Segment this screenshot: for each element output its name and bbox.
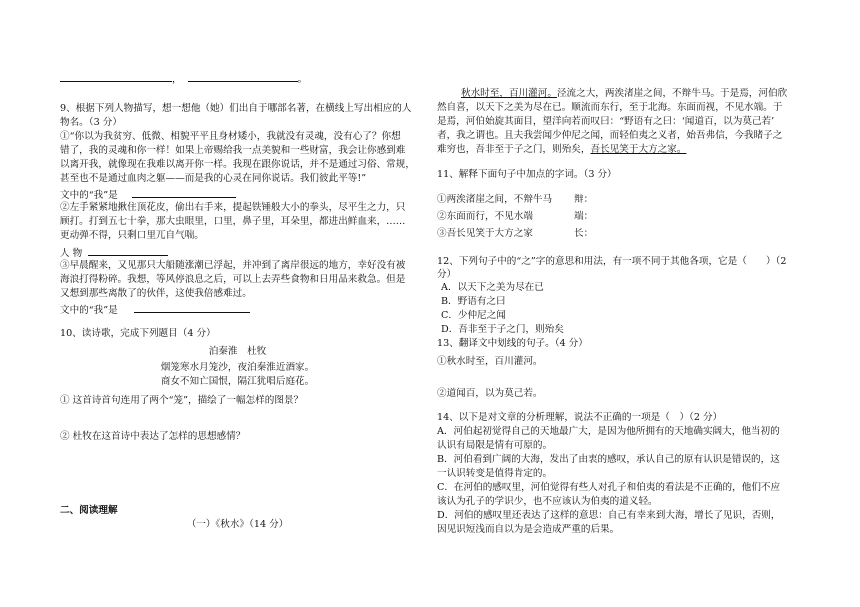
q10-title: 10、读诗歌，完成下列题目（4 分） (60, 328, 216, 339)
q12-option[interactable]: B．野语有之曰 (441, 296, 506, 307)
q11-title: 11、解释下面句子中加点的字词。（3 分） (437, 169, 617, 180)
q11-item: ③吾长见笑于大方之家 长： (437, 228, 594, 239)
q9-passage-3-line: 海浪打得粉碎。我想，等风停浪息之后，可以上去弄些食物和日用品来救急。但是 (60, 274, 406, 285)
q9-passage-2-line: 更动弹不得，只剩口里兀自气喘。 (60, 230, 204, 241)
q13-item: ②道闻百，以为莫己若。 (437, 388, 543, 399)
q9-answer-1: 文中的“我”是 (60, 187, 236, 203)
q12-option[interactable]: D．吾非至于子之门，则殆矣 (441, 324, 564, 335)
q9-passage-3-line (60, 246, 82, 260)
q14-option-d-cont: 因见识短浅而自以为是会造成严重的后果。 (437, 524, 620, 535)
q9-title: 9、根据下列人物描写，想一想他（她）们出自于哪部名著，在横线上写出相应的人 (60, 103, 412, 114)
q9-passage-1-line: 错了，我的灵魂和你一样！如果上帝赐给我一点美貌和一些财富，我会让你感到难 (60, 145, 406, 156)
q14-option-c-cont: 该认为孔子的学识少，也不应该认为伯夷的道义轻。 (437, 496, 658, 507)
q13-item: ①秋水时至，百川灌河。 (437, 356, 543, 367)
q9-title-cont: 物名。（3 分） (60, 117, 122, 128)
q12-option[interactable]: A．以天下之美为尽在已 (441, 282, 544, 293)
q12-option[interactable]: C．少仲尼之闻 (441, 310, 506, 321)
q9-passage-1-line: 以离开我，就像现在我难以离开你一样。我现在跟你说话，并不是通过习俗、常规， (60, 159, 415, 170)
section-heading: 二、阅读理解 (60, 505, 118, 516)
answer-blank[interactable] (188, 71, 298, 82)
underlined-sentence: 吾长见笑于大方之家。 (590, 144, 687, 155)
poem-title: 泊秦淮 杜牧 (208, 346, 267, 357)
q9-passage-1-line: ①“你以为我贫穷、低微、相貌平平且身材矮小，我就没有灵魂，没有心了？你想 (60, 131, 401, 142)
answer-blank[interactable] (88, 245, 168, 256)
q14-title: 14、以下是对文章的分析理解，说法不正确的一项是（ ）（2 分） (437, 412, 723, 423)
q9-passage-3-line: 又想到那些离散了的伙伴，这使我倍感难过。 (60, 288, 252, 299)
q10-sub-2: ② 杜牧在这首诗中表达了怎样的思想感情？ (60, 431, 246, 442)
passage-line: 难穷也，吾非至于子之门，则殆矣，吾长见笑于大方之家。 (437, 144, 687, 155)
q12-title: 12、下列句子中的“之”字的意思和用法，有一项不同于其他各项，它是（ ）（2 (437, 256, 787, 267)
answer-blank[interactable] (134, 302, 250, 313)
answer-blank[interactable] (132, 187, 236, 198)
q14-option-b[interactable]: B．河伯看到广阔的大海，发出了由衷的感叹，承认自己的原有认识是错误的，这 (437, 454, 780, 465)
poem-line: 烟笼寒水月笼沙，夜泊秦淮近酒家。 (160, 362, 315, 373)
q14-option-a-cont: 认识有局限是情有可原的。 (437, 440, 553, 451)
q14-option-d[interactable]: D．河伯的感叹里还表达了这样的意思：自己有幸来到大海，增长了见识，否则， (437, 510, 781, 521)
q9-answer-2: 人 物 (60, 245, 168, 261)
q14-option-c[interactable]: C．在河伯的感叹里，河伯觉得有些人对孔子和伯夷的看法是不正确的，他们不应 (437, 482, 781, 493)
subsection-heading: （一）《秋水》（14 分） (186, 519, 289, 530)
q9-passage-2-line: ②左手紧紧地揪住顶花皮，偷出右手来，提起铁锤般大小的拳头，尽平生之力，只 (60, 202, 406, 213)
q11-item: ①两涘渚崖之间，不辩牛马 辩： (437, 194, 594, 205)
q9-passage-3-line: ③早晨醒来，又见那只大船随涨潮已浮起，并冲到了离岸很远的地方，幸好没有被 (60, 260, 406, 271)
q12-title-cont: 分） (437, 269, 457, 280)
answer-blank[interactable] (60, 71, 172, 82)
passage-line: 是焉，河伯始旋其面目，望洋向若而叹曰：“野语有之曰：‘闻道百，以为莫己若’ (437, 116, 775, 127)
passage-line: 然自喜，以天下之美为尽在已。顺流而东行，至于北海。东面而视，不见水端。于 (437, 102, 783, 113)
underlined-sentence: 秋水时至，百川灌河。 (461, 88, 557, 99)
q11-item: ②东面而行，不见水端 端： (437, 211, 594, 222)
passage-line: 者，我之谓也。且夫我尝闻少仲尼之闻，而轻伯夷之义者，始吾弗信，今我睹子之 (437, 130, 783, 141)
q10-sub-1: ① 这首诗首句连用了两个“笼”，描绘了一幅怎样的图景？ (60, 395, 304, 406)
poem-line: 商女不知亡国恨，隔江犹唱后庭花。 (160, 376, 315, 387)
q9-answer-3: 文中的“我”是 (60, 302, 250, 318)
q13-title: 13、翻译文中划线的句子。（4 分） (437, 338, 588, 349)
q14-option-b-cont: 一认识转变是值得肯定的。 (437, 468, 553, 479)
q9-passage-1-line: 甚至也不是通过血肉之躯——而是我的心灵在同你说话。我们彼此平等!” (60, 173, 367, 184)
top-answer-blanks: ， 。 (60, 71, 307, 87)
passage-line: 秋水时至，百川灌河。泾流之大，两涘渚崖之间，不辩牛马。于是焉，河伯欣 (461, 88, 788, 99)
q14-option-a[interactable]: A．河伯起初觉得自己的天地最广大，是因为他所拥有的天地确实阔大，他当初的 (437, 426, 780, 437)
q9-passage-2-line: 顾打。打到五七十拳，那大虫眼里，口里，鼻子里，耳朵里，都进出鲜血来，…… (60, 216, 406, 227)
